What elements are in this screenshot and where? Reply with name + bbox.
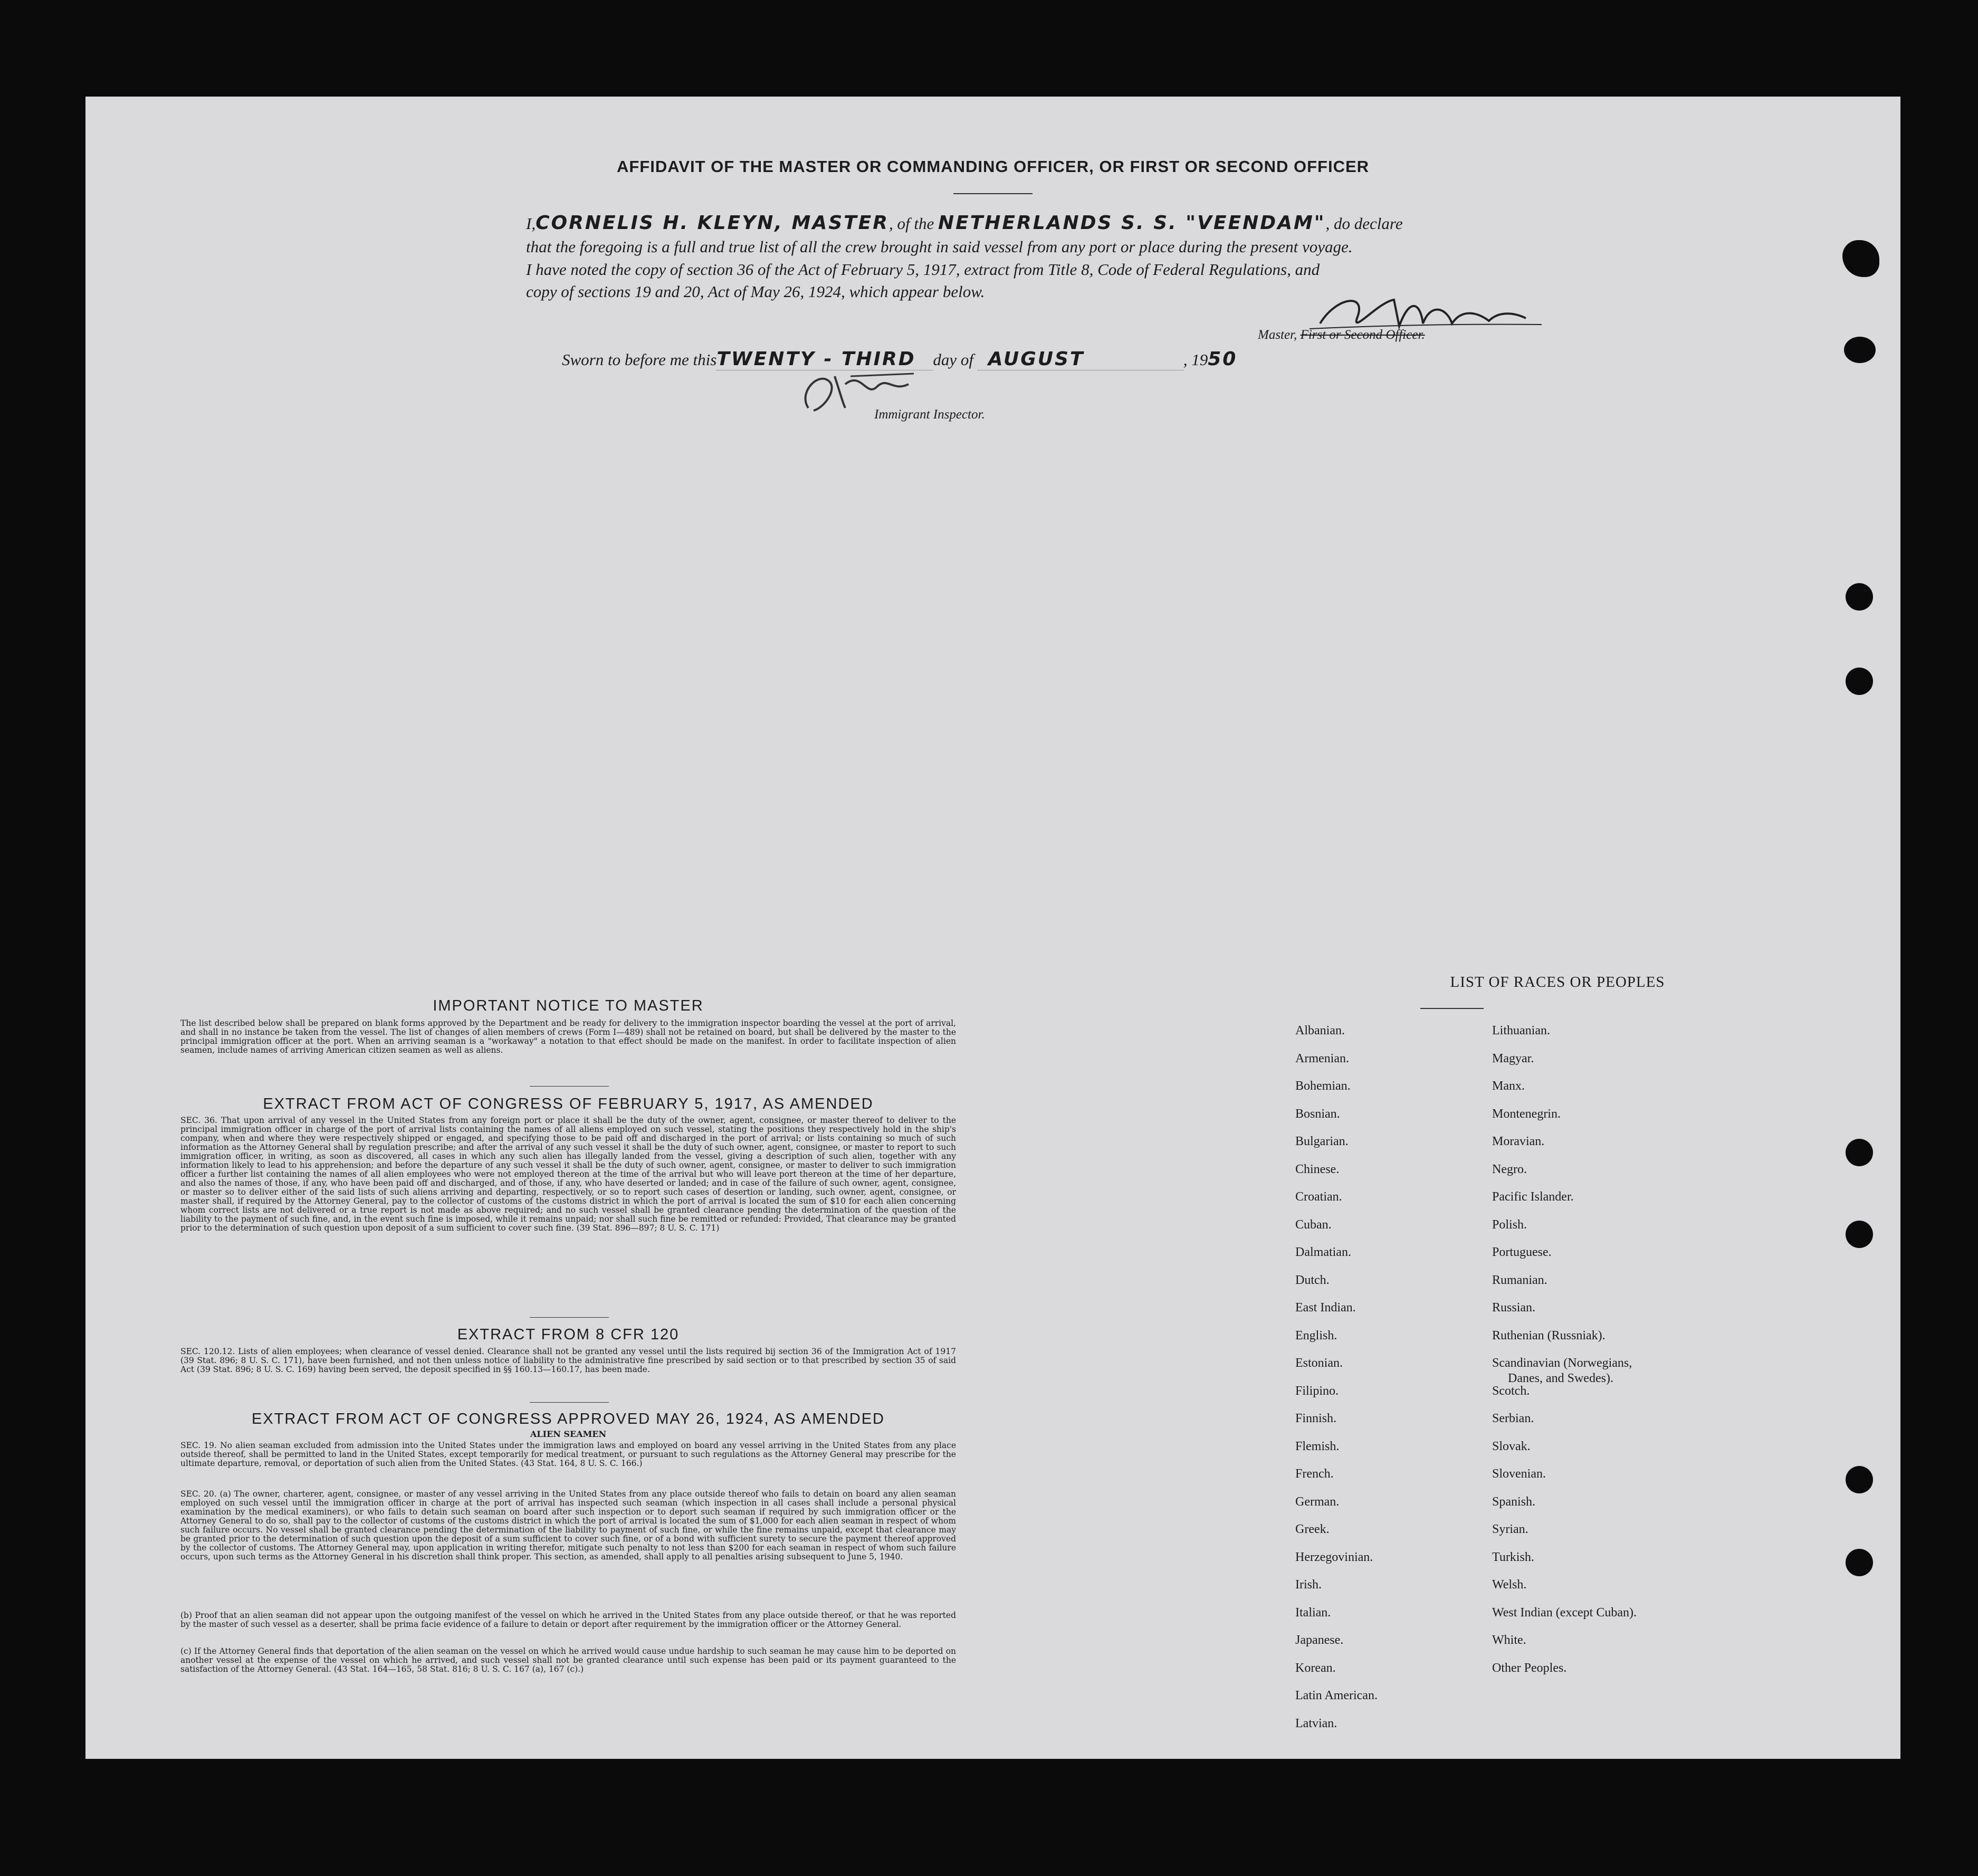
- race-item: Manx.: [1492, 1079, 1525, 1093]
- race-item: Moravian.: [1492, 1135, 1545, 1148]
- title-divider: [953, 193, 1033, 194]
- declaration-line-2: that the foregoing is a full and true list of all the crew brought in said vessel from any port or place during the present voyage.: [526, 237, 1353, 256]
- declaration-prefix: I,: [526, 214, 536, 233]
- punch-hole: [1846, 1139, 1873, 1166]
- sworn-prefix: Sworn to before me this: [562, 350, 717, 369]
- race-item: Flemish.: [1295, 1439, 1340, 1453]
- race-item: Scotch.: [1492, 1384, 1530, 1398]
- race-item: French.: [1295, 1467, 1334, 1481]
- declaration-suffix: , do declare: [1325, 214, 1403, 233]
- race-item: Russian.: [1492, 1301, 1536, 1315]
- extract-1924-sec19: SEC. 19. No alien seaman excluded from admission into the United States under the immigration laws and employed on board any vessel arriving in the United States from any place outside thereof, shall be permitted to land in the United States, except temporarily for medical treatment, or pursuant to such regulations as the Attorney General may prescribe for the ultimate departure, removal, or deportation of such alien from the United States. (43 Stat. 164, 8 U. S. C. 166.): [180, 1441, 956, 1468]
- vessel-name-field: NETHERLANDS S. S. "VEENDAM": [938, 212, 1326, 234]
- master-name-field: CORNELIS H. KLEYN, MASTER: [536, 212, 889, 234]
- race-item: Lithuanian.: [1492, 1024, 1550, 1037]
- declaration-line-3: I have noted the copy of section 36 of the Act of February 5, 1917, extract from Title 8, Code of Federal Regulations, and: [526, 260, 1320, 279]
- notice-title: IMPORTANT NOTICE TO MASTER: [433, 997, 704, 1014]
- declaration-line-4: copy of sections 19 and 20, Act of May 26, 1924, which appear below.: [526, 282, 985, 301]
- struck-officer-label: First or Second Officer.: [1300, 328, 1425, 342]
- race-item: Montenegrin.: [1492, 1107, 1561, 1121]
- races-title: LIST OF RACES OR PEOPLES: [1450, 974, 1665, 991]
- race-item: Estonian.: [1295, 1356, 1343, 1370]
- race-item: Serbian.: [1492, 1412, 1534, 1425]
- declaration-mid: , of the: [889, 214, 934, 233]
- race-item: Irish.: [1295, 1578, 1322, 1592]
- race-item: Polish.: [1492, 1217, 1527, 1232]
- extract-8cfr-title: EXTRACT FROM 8 CFR 120: [457, 1326, 680, 1343]
- race-item: Pacific Islander.: [1492, 1190, 1574, 1204]
- race-item: Negro.: [1492, 1162, 1527, 1176]
- master-label: Master,: [1258, 328, 1297, 342]
- race-item: Syrian.: [1492, 1522, 1528, 1536]
- race-item: Bosnian.: [1295, 1107, 1340, 1121]
- day-of-label: day of: [933, 350, 973, 369]
- race-item: Cuban.: [1295, 1217, 1332, 1232]
- race-item: Korean.: [1295, 1661, 1336, 1675]
- race-item: Dutch.: [1295, 1273, 1330, 1287]
- extract-8cfr-divider: [530, 1402, 609, 1403]
- race-item: Croatian.: [1295, 1190, 1342, 1204]
- affidavit-title: AFFIDAVIT OF THE MASTER OR COMMANDING OFFICER, OR FIRST OR SECOND OFFICER: [616, 157, 1370, 176]
- race-item: English.: [1295, 1328, 1337, 1342]
- race-item: Filipino.: [1295, 1384, 1339, 1398]
- document-page: [85, 97, 1900, 1759]
- race-item: Bohemian.: [1295, 1079, 1351, 1093]
- race-item: Scandinavian (Norwegians,: [1492, 1356, 1632, 1370]
- sworn-month-field: AUGUST: [978, 349, 1183, 370]
- extract-1917-body: SEC. 36. That upon arrival of any vessel in the United States from any foreign port or place it shall be the duty of the owner, agent, consignee, or master thereof to deliver to the principal immigration officer in charge of the port of arrival lists containing the names of all aliens employed on such vessel, stating the positions they respectively hold in the ship's company, when and where they were respectively shipped or engaged, and specifying those to be paid off and discharged in the port of arrival; or lists containing so much of such information as the Attorney General shall by regulation prescribe; and after the arrival of any such vessel it shall be the duty of such owner, agent, consignee, or master to report to such immigration officer, in writing, as soon as discovered, all cases in which any such alien has illegally landed from the vessel, giving a description of such alien, together with any information likely to lead to his apprehension; and before the departure of any such vessel it shall be the duty of such owner, agent, consignee, or master to deliver to such immigration officer a further list containing the names of all alien employees who were not employed thereon at the time of the arrival but who will leave port thereon at the time of her departure, and also the names of those, if any, who have been paid off and discharged, and of those, if any, who have deserted or landed; and in case of the failure of such owner, agent, consignee, or master so to deliver either of the said lists of such aliens arriving and departing, respectively, or so to report such cases of desertion or landing, such owner, agent, consignee, or master shall, if required by the Attorney General, pay to the collector of customs of the customs district in which the port of arrival is located the sum of $10 for each alien concerning whom correct lists are not delivered or a true report is not made as above required; and no such vessel shall be granted clearance pending the determination of the question of the liability to the payment of such fine, and, in the event such fine is imposed, while it remains unpaid; nor shall such fine be remitted or refunded: Provided, That clearance may be granted prior to the determination of such question upon deposit of a sum sufficient to cover such fine. (39 Stat. 896—897; 8 U. S. C. 171): [180, 1116, 956, 1233]
- declaration-line-1: [526, 213, 1403, 234]
- punch-hole: [1846, 668, 1873, 695]
- extract-1924-sec20b: (b) Proof that an alien seaman did not appear upon the outgoing manifest of the vessel on which he arrived in the United States from any place outside thereof, or that he was reported by the master of such vessel as a deserter, shall be prima facie evidence of a failure to detain or deport after requirement by the immigration officer or the Attorney General.: [180, 1611, 956, 1629]
- race-item: Ruthenian (Russniak).: [1492, 1328, 1606, 1342]
- race-item: White.: [1492, 1633, 1526, 1647]
- year-prefix: , 19: [1183, 350, 1208, 369]
- ink-blot: [1844, 337, 1876, 363]
- race-item: Magyar.: [1492, 1051, 1534, 1065]
- race-item: Finnish.: [1295, 1412, 1337, 1425]
- punch-hole: [1846, 1549, 1873, 1576]
- notice-divider: [530, 1086, 609, 1087]
- extract-1924-subtitle: ALIEN SEAMEN: [530, 1429, 607, 1439]
- race-item: Slovenian.: [1492, 1467, 1546, 1481]
- master-title-line: [1258, 325, 1425, 346]
- race-item: Portuguese.: [1492, 1245, 1552, 1259]
- extract-1924-sec20a: SEC. 20. (a) The owner, charterer, agent, consignee, or master of any vessel arriving in the United States from any place outside thereof who fails to detain on board any alien seaman employed on such vessel until the immigration officer in charge at the port of arrival has inspected such seaman (which inspection in all cases shall include a personal physical examination by the medical examiners), or who fails to detain such seaman on board after such inspection or to deport such seaman if required by such immigration officer or the Attorney General to do so, shall pay to the collector of customs of the customs district in which the port of arrival is located the sum of $1,000 for each alien seaman in respect of whom such failure occurs. No vessel shall be granted clearance pending the determination of the liability to payment of such fine, or while the fine remains unpaid, except that clearance may be granted prior to the determination of such question upon the deposit of a sum sufficient to cover such fine, or of a bond with sufficient surety to secure the payment thereof approved by the collector of customs. The Attorney General may, upon application in writing therefor, mitigate such penalty to not less than $200 for each seaman in respect of whom such failure occurs, upon such terms as the Attorney General in his discretion shall think proper. This section, as amended, shall apply to all penalties arising subsequent to June 5, 1940.: [180, 1489, 956, 1561]
- punch-hole: [1846, 1466, 1873, 1493]
- race-item: East Indian.: [1295, 1301, 1356, 1315]
- punch-hole: [1846, 583, 1873, 611]
- race-item: Albanian.: [1295, 1024, 1345, 1037]
- races-divider: [1420, 1008, 1484, 1009]
- race-item: Greek.: [1295, 1522, 1330, 1536]
- punch-hole: [1846, 1221, 1873, 1248]
- race-item: German.: [1295, 1494, 1340, 1509]
- race-item: Dalmatian.: [1295, 1245, 1351, 1259]
- race-item: Welsh.: [1492, 1578, 1527, 1592]
- sworn-year-field: 50: [1208, 348, 1238, 370]
- extract-8cfr-body: SEC. 120.12. Lists of alien employees; when clearance of vessel denied. Clearance shall not be granted any vessel until the lists required bij section 36 of the Immigration Act of 1917 (39 Stat. 896; 8 U. S. C. 171), have been furnished, and not then unless notice of liability to the administrative fine prescribed by said section or to that prescribed by section 35 of said Act (39 Stat. 896; 8 U. S. C. 169) having been served, the deposit specified in §§ 160.13—160.17, has been made.: [180, 1347, 956, 1374]
- race-item: West Indian (except Cuban).: [1492, 1605, 1637, 1620]
- race-item: Italian.: [1295, 1605, 1331, 1620]
- race-item: Bulgarian.: [1295, 1135, 1349, 1148]
- inspector-label: Immigrant Inspector.: [874, 407, 985, 422]
- race-item: Rumanian.: [1492, 1273, 1547, 1287]
- race-item: Other Peoples.: [1492, 1661, 1567, 1675]
- extract-1917-title: EXTRACT FROM ACT OF CONGRESS OF FEBRUARY 5, 1917, AS AMENDED: [263, 1096, 874, 1112]
- race-item: Armenian.: [1295, 1051, 1349, 1065]
- extract-1924-sec20c: (c) If the Attorney General finds that deportation of the alien seaman on the vessel on which he arrived would cause undue hardship to such seaman he may cause him to be deported on another vessel at the expense of the vessel on which he arrived, and such vessel shall not be granted clearance until such expense has been paid or its payment guaranteed to the satisfaction of the Attorney General. (43 Stat. 164—165, 58 Stat. 816; 8 U. S. C. 167 (a), 167 (c).): [180, 1646, 956, 1674]
- race-item: Danes, and Swedes).: [1508, 1372, 1613, 1385]
- race-item: Latvian.: [1295, 1716, 1337, 1730]
- extract-1917-divider: [530, 1317, 609, 1318]
- race-item: Slovak.: [1492, 1439, 1531, 1453]
- race-item: Chinese.: [1295, 1162, 1340, 1176]
- sworn-day-field: TWENTY - THIRD: [716, 349, 933, 370]
- race-item: Latin American.: [1295, 1689, 1378, 1702]
- extract-1924-title: EXTRACT FROM ACT OF CONGRESS APPROVED MAY 26, 1924, AS AMENDED: [252, 1411, 885, 1427]
- race-item: Herzegovinian.: [1295, 1550, 1373, 1564]
- race-item: Turkish.: [1492, 1550, 1534, 1564]
- notice-body: The list described below shall be prepared on blank forms approved by the Department and be ready for delivery to the immigration inspector boarding the vessel at the port of arrival, and shall in no instance be taken from the vessel. The list of changes of alien members of crews (Form I—489) shall not be retained on board, but shall be delivered by the master to the principal immigration officer at the port. When an arriving seaman is a "workaway" a notation to that effect should be made on the manifest. In order to facilitate inspection of alien seamen, include names of arriving American citizen seamen as well as aliens.: [180, 1018, 956, 1055]
- race-item: Spanish.: [1492, 1494, 1536, 1509]
- race-item: Japanese.: [1295, 1633, 1344, 1647]
